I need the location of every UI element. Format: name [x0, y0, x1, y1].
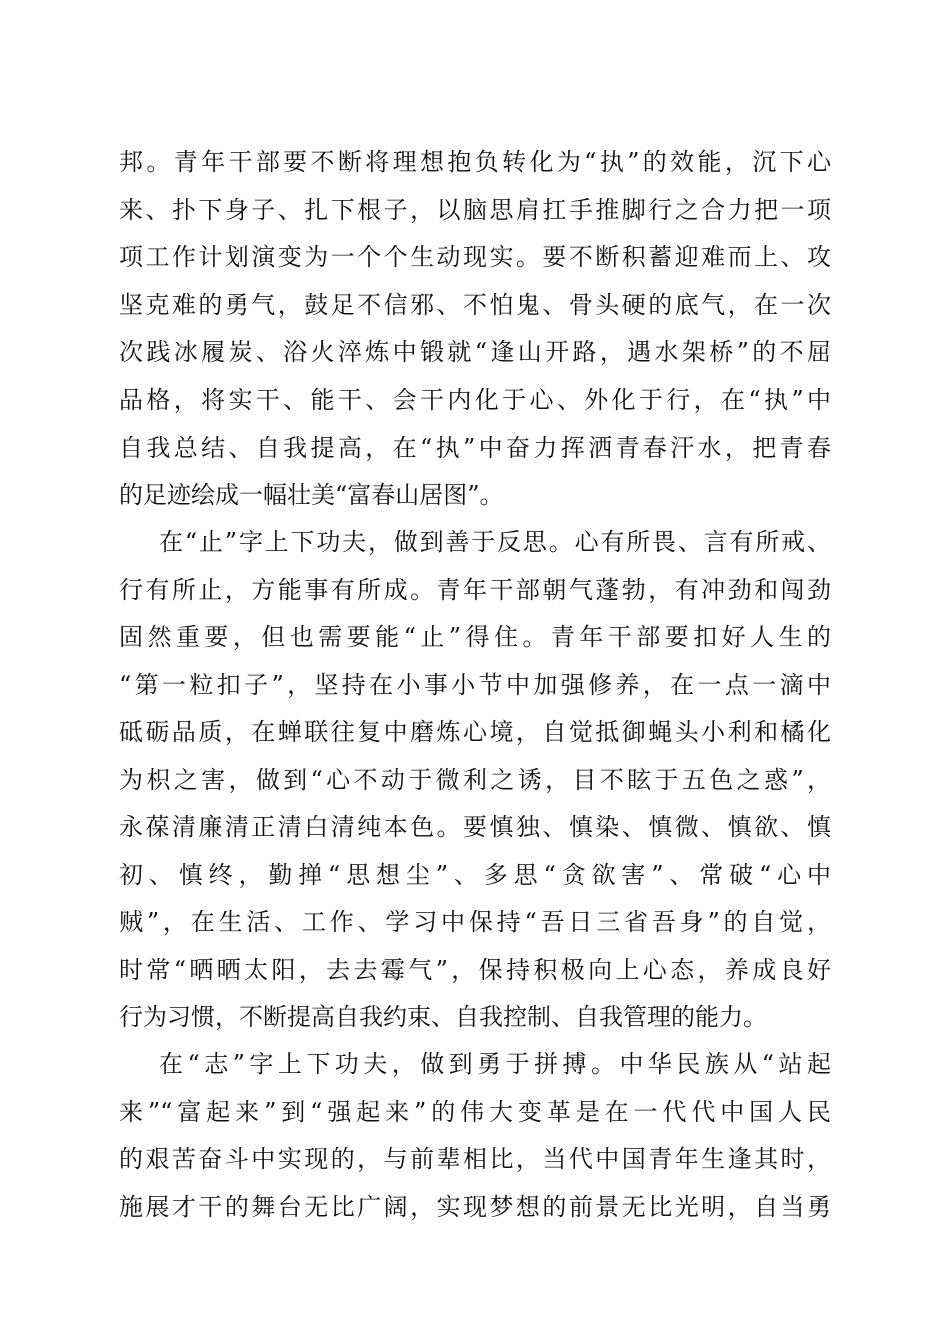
text-line: 来、扑下身子、扎下根子，以脑思肩扛手推脚行之合力把一项 — [119, 196, 831, 224]
text-line: 邦。青年干部要不断将理想抱负转化为“执”的效能，沉下心 — [119, 148, 831, 176]
text-line: 砥砺品质，在蝉联往复中磨炼心境，自觉抵御蝇头小利和橘化 — [119, 718, 831, 746]
text-line: 的艰苦奋斗中实现的，与前辈相比，当代中国青年生逢其时， — [119, 1145, 831, 1173]
text-line: 为枳之害，做到“心不动于微利之诱，目不眩于五色之惑”， — [119, 766, 831, 794]
text-line: 行有所止，方能事有所成。青年干部朝气蓬勃，有冲劲和闯劲 — [119, 576, 831, 604]
text-line: 行为习惯，不断提高自我约束、自我控制、自我管理的能力。 — [119, 1003, 767, 1031]
text-line: 坚克难的勇气，鼓足不信邪、不怕鬼、骨头硬的底气，在一次 — [119, 291, 831, 319]
text-line: 施展才干的舞台无比广阔，实现梦想的前景无比光明，自当勇 — [119, 1193, 831, 1221]
text-line: 项工作计划演变为一个个生动现实。要不断积蓄迎难而上、攻 — [119, 243, 831, 271]
text-line: 来”“富起来”到“强起来”的伟大变革是在一代代中国人民 — [119, 1098, 831, 1126]
paragraph-first-line: 在“志”字上下功夫，做到勇于拼搏。中华民族从“站起 — [159, 1050, 831, 1078]
paragraph-first-line: 在“止”字上下功夫，做到善于反思。心有所畏、言有所戒、 — [159, 528, 831, 556]
text-line: 时常“晒晒太阳，去去霉气”，保持积极向上心态，养成良好 — [119, 956, 831, 984]
text-line: 次践冰履炭、浴火淬炼中锻就“逢山开路，遇水架桥”的不屈 — [119, 338, 831, 366]
text-line: 贼”，在生活、工作、学习中保持“吾日三省吾身”的自觉， — [119, 908, 831, 936]
text-line: 自我总结、自我提高，在“执”中奋力挥洒青春汗水，把青春 — [119, 434, 831, 462]
text-line: “第一粒扣子”，坚持在小事小节中加强修养，在一点一滴中 — [119, 671, 831, 699]
text-line: 固然重要，但也需要能“止”得住。青年干部要扣好人生的 — [119, 623, 831, 651]
text-line: 初、慎终，勤掸“思想尘”、多思“贪欲害”、常破“心中 — [119, 861, 831, 889]
text-line: 永葆清廉清正清白清纯本色。要慎独、慎染、慎微、慎欲、慎 — [119, 813, 831, 841]
text-line: 品格，将实干、能干、会干内化于心、外化于行，在“执”中 — [119, 386, 831, 414]
text-line: 的足迹绘成一幅壮美“富春山居图”。 — [119, 481, 504, 509]
